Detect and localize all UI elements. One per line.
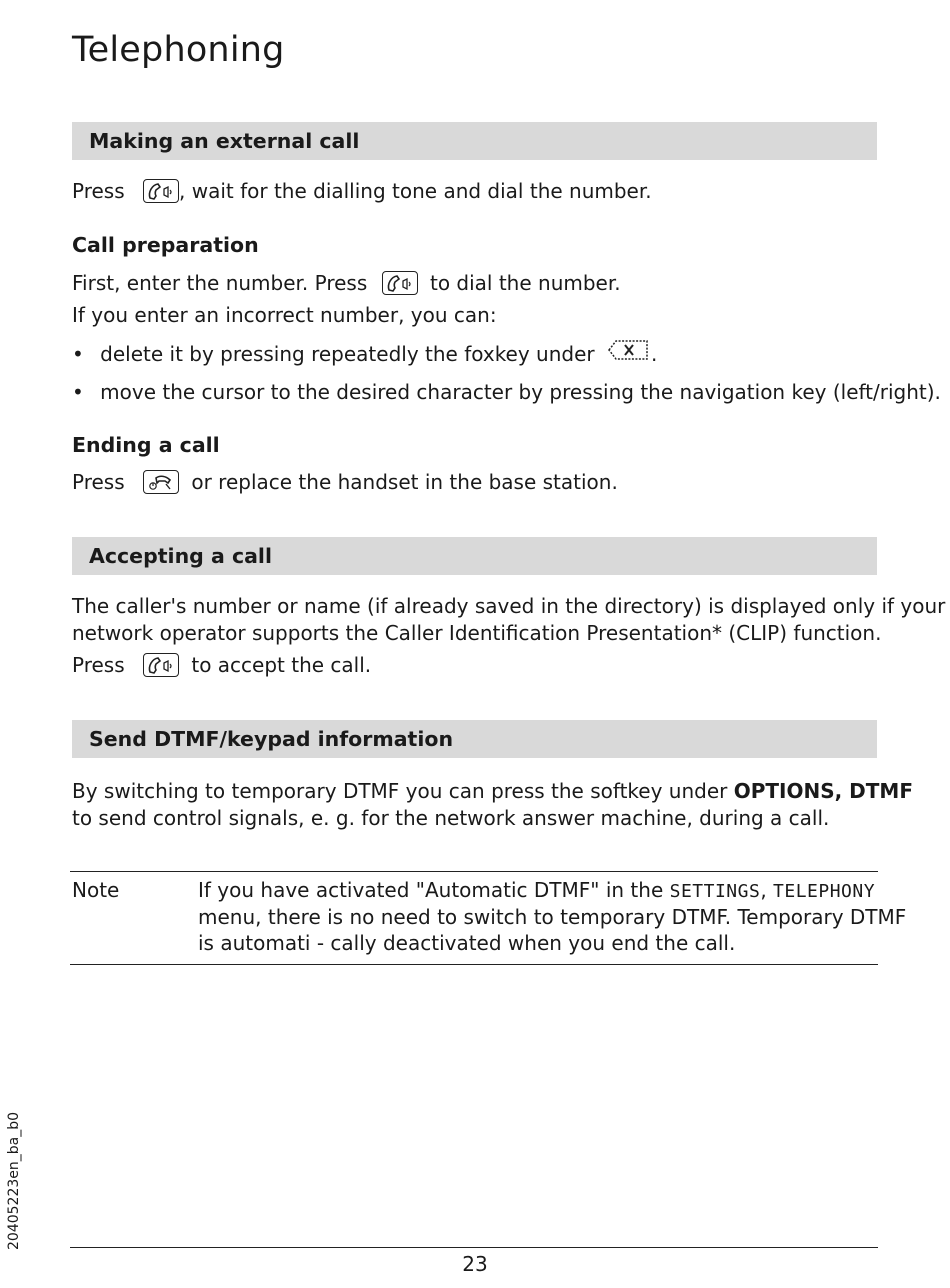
list-item	[72, 340, 657, 371]
note-line2: menu, there is no need to switch to temporary DTMF. Temporary DTMF	[198, 905, 907, 929]
section-header-accepting-call	[72, 537, 877, 575]
section-heading: Send DTMF/keypad information	[89, 727, 454, 751]
handset-talk-icon	[143, 179, 179, 203]
text-dial-tone: , wait for the dialling tone and dial the number.	[179, 179, 652, 203]
subheading-ending-call: Ending a call	[72, 433, 220, 457]
footer-divider	[70, 1247, 878, 1248]
accepting-paragraph-line1: The caller's number or name (if already saved in the directory) is displayed only if your	[72, 594, 946, 618]
text-press: Press	[72, 653, 125, 677]
bullet-icon: •	[72, 342, 84, 366]
subheading-call-preparation: Call preparation	[72, 233, 259, 257]
page-title: Telephoning	[72, 30, 285, 70]
section-heading: Accepting a call	[89, 544, 272, 568]
note-line1	[198, 877, 875, 905]
bullet-icon: •	[72, 380, 84, 404]
backspace-clear-icon	[607, 338, 651, 369]
text-replace-handset: or replace the handset in the base station.	[191, 470, 618, 494]
text-accept-call: to accept the call.	[191, 653, 372, 677]
menu-path-options-dtmf: OPTIONS, DTMF	[733, 779, 913, 803]
section-heading: Making an external call	[89, 129, 360, 153]
dtmf-paragraph-line2: to send control signals, e. g. for the network answer machine, during a call.	[72, 806, 830, 830]
text-enter-number: First, enter the number. Press	[72, 271, 368, 295]
text-switch-dtmf: By switching to temporary DTMF you can press the softkey under	[72, 779, 728, 803]
list-item	[72, 379, 941, 406]
text-period: .	[651, 342, 658, 366]
text-press: Press	[72, 179, 125, 203]
external-call-instruction	[72, 178, 652, 205]
page-number: 23	[462, 1252, 488, 1276]
text-separator: ,	[760, 878, 767, 902]
accepting-press-instruction	[72, 652, 371, 679]
call-prep-line1	[72, 270, 621, 297]
menu-settings-label: SETTINGS	[669, 881, 761, 902]
menu-telephony-label: TELEPHONY	[773, 881, 876, 902]
text-delete: delete it by pressing repeatedly the foxkey under	[100, 342, 595, 366]
handset-talk-icon	[143, 653, 179, 677]
text-press: Press	[72, 470, 125, 494]
section-header-external-call	[72, 122, 877, 160]
dtmf-paragraph-line1	[72, 778, 913, 805]
note-top-divider	[70, 871, 878, 872]
note-bottom-divider	[70, 964, 878, 965]
document-code: 20405223en_ba_b0	[6, 1111, 22, 1250]
ending-call-instruction	[72, 469, 618, 496]
handset-talk-icon	[382, 271, 418, 295]
text-activated-auto-dtmf: If you have activated "Automatic DTMF" in the	[198, 878, 664, 902]
call-prep-line2: If you enter an incorrect number, you can:	[72, 303, 497, 327]
note-label: Note	[72, 878, 120, 902]
text-move-cursor: move the cursor to the desired character by pressing the navigation key (left/right).	[100, 380, 941, 404]
section-header-dtmf	[72, 720, 877, 758]
note-line3: is automati - cally deactivated when you end the call.	[198, 931, 736, 955]
accepting-paragraph-line2: network operator supports the Caller Identification Presentation* (CLIP) function.	[72, 621, 882, 645]
text-to-dial: to dial the number.	[429, 271, 621, 295]
handset-end-icon	[143, 470, 179, 494]
